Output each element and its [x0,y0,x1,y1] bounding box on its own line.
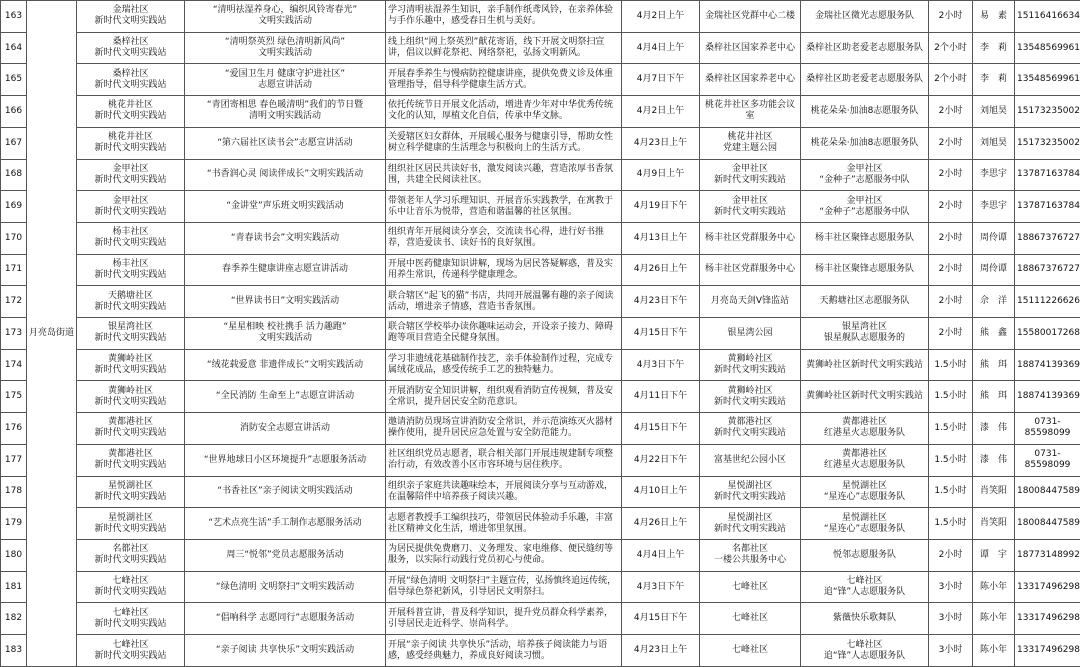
activity-content-cell: 学习清明祛湿养生知识，亲手制作纸鸢风铃，在亲养体验与手作乐趣中，感受春日生机与美好。 [386,1,622,33]
date-cell: 4月3日下午 [622,349,700,381]
date-cell: 4月23日上午 [622,635,700,667]
date-cell: 4月2日上午 [622,96,700,128]
team-cell: 黄狮岭社区新时代文明实践站 [801,381,929,413]
duration-cell: 1.5小时 [929,508,973,540]
team-cell: 银星湾社区 银星舰队志愿服务的 [801,318,929,350]
table-body [1,1,1080,667]
row-number: 164 [1,32,27,64]
community-cell: 七峰社区 新时代文明实践站 [77,571,185,603]
duration-cell: 1.5小时 [929,413,973,445]
contact-cell: 李 莉 [973,64,1015,96]
contact-cell: 佘 洋 [973,286,1015,318]
team-cell: 天鹅塘社区志愿服务队 [801,286,929,318]
date-cell: 4月22日下午 [622,444,700,476]
team-cell: 星悦湖社区 “星连心”志愿服务队 [801,508,929,540]
activity-title-cell: “爱国卫生月 健康守护进社区” 志愿宣讲活动 [185,64,386,96]
venue-cell: 星悦湖社区 新时代文明实践站 [700,476,801,508]
venue-cell: 杨丰社区党群服务中心 [700,222,801,254]
date-cell: 4月19日下午 [622,191,700,223]
activity-content-cell: 开展中医药健康知识讲解，现场为居民答疑解惑，普及实用养生常识，传递科学健康理念。 [386,254,622,286]
activity-title-cell: 消防安全志愿宣讲活动 [185,413,386,445]
phone-cell: 13317496298 [1015,635,1080,667]
table-row [1,191,1080,223]
activity-content-cell: 依托传统节日开展文化活动，增进青少年对中华优秀传统文化的认知，厚植文化自信，传承中华文脉。 [386,96,622,128]
contact-cell: 易 素 [973,1,1015,33]
phone-cell: 15173235002 [1015,96,1080,128]
contact-cell: 漆 伟 [973,444,1015,476]
date-cell: 4月15日下午 [622,413,700,445]
activity-content-cell: 关爱辖区妇女群体，开展暖心服务与健康引导，帮助女性树立科学健康的生活理念与积极向上的生活方式。 [386,127,622,159]
community-cell: 七峰社区 新时代文明实践站 [77,603,185,635]
row-number: 176 [1,413,27,445]
phone-cell: 18874139369 [1015,381,1080,413]
contact-cell: 肖笑阳 [973,476,1015,508]
phone-cell: 13787163784 [1015,159,1080,191]
community-cell: 星悦湖社区 新时代文明实践站 [77,508,185,540]
table-row [1,64,1080,96]
community-cell: 桑梓社区 新时代文明实践站 [77,64,185,96]
activity-title-cell: “青团寄相思 春色暖清明”我们的节日暨 清明文明实践活动 [185,96,386,128]
row-number: 172 [1,286,27,318]
venue-cell: 桑梓社区国家养老中心 [700,64,801,96]
duration-cell: 2小时 [929,96,973,128]
activity-content-cell: 带领老年人学习乐理知识、开展音乐实践教学，在寓教于乐中让音乐为悦带，营造和谐温馨的社区氛围。 [386,191,622,223]
activity-title-cell: “第六届社区读书会”志愿宣讲活动 [185,127,386,159]
row-number: 166 [1,96,27,128]
duration-cell: 3小时 [929,635,973,667]
contact-cell: 周伶谭 [973,222,1015,254]
contact-cell: 李思宇 [973,159,1015,191]
contact-cell: 李 莉 [973,32,1015,64]
table-row [1,444,1080,476]
venue-cell: 星悦湖社区 新时代文明实践站 [700,508,801,540]
team-cell: 杨丰社区聚锋志愿服务队 [801,254,929,286]
venue-cell: 银星湾公园 [700,318,801,350]
venue-cell: 富基世纪公园小区 [700,444,801,476]
activity-content-cell: 学习非遗绒花基础制作技艺，亲手体验制作过程，完成专属绒花成品，感受传统手工艺的独特魅力。 [386,349,622,381]
activity-content-cell: 联合辖区“起飞的猫”书店，共同开展温馨有趣的亲子阅读活动，增进亲子情感，营造书香氛围。 [386,286,622,318]
duration-cell: 2小时 [929,191,973,223]
contact-cell: 陈小年 [973,635,1015,667]
activity-title-cell: “绒花载爱意 非遗伴成长”文明实践活动 [185,349,386,381]
contact-cell: 漆 伟 [973,413,1015,445]
table-row [1,254,1080,286]
community-cell: 黄狮岭社区 新时代文明实践站 [77,349,185,381]
duration-cell: 3小时 [929,603,973,635]
community-cell: 桑梓社区 新时代文明实践站 [77,32,185,64]
activity-title-cell: 周三“悦邻”党员志愿服务活动 [185,539,386,571]
community-cell: 黄都港社区 新时代文明实践站 [77,413,185,445]
contact-cell: 刘旭昊 [973,96,1015,128]
contact-cell: 刘旭昊 [973,127,1015,159]
row-number: 174 [1,349,27,381]
activity-title-cell: “星星相映 校社携手 活力趣跑” 文明实践活动 [185,318,386,350]
community-cell: 桃花井社区 新时代文明实践站 [77,96,185,128]
team-cell: 金甲社区 “金种子”志愿服务中队 [801,159,929,191]
activity-title-cell: “书香社区”亲子阅读文明实践活动 [185,476,386,508]
date-cell: 4月10日上午 [622,476,700,508]
duration-cell: 2小时 [929,539,973,571]
team-cell: 黄都港社区 红港星火志愿服务队 [801,444,929,476]
table-row [1,349,1080,381]
contact-cell: 周伶谭 [973,254,1015,286]
community-cell: 金甲社区 新时代文明实践站 [77,191,185,223]
duration-cell: 2小时 [929,254,973,286]
street-cell: 月亮岛街道 [27,1,77,667]
activity-title-cell: “倡响科学 志愿同行”志愿服务活动 [185,603,386,635]
venue-cell: 七峰社区 [700,571,801,603]
phone-cell: 18874139369 [1015,349,1080,381]
team-cell: 杨丰社区聚锋志愿服务队 [801,222,929,254]
row-number: 175 [1,381,27,413]
team-cell: 七峰社区 追“锋”人志愿服务队 [801,635,929,667]
venue-cell: 金瑞社区党群中心二楼 [700,1,801,33]
activity-content-cell: 开展“亲子阅读 共享快乐”活动，培养孩子阅读能力与语感，感受经典魅力，养成良好阅读习惯。 [386,635,622,667]
activity-title-cell: “艺术点亮生活”手工制作志愿服务活动 [185,508,386,540]
contact-cell: 肖笑阳 [973,508,1015,540]
row-number: 169 [1,191,27,223]
venue-cell: 金甲社区 新时代文明实践站 [700,159,801,191]
table-row [1,508,1080,540]
phone-cell: 15580017268 [1015,318,1080,350]
phone-cell: 13317496298 [1015,571,1080,603]
activity-content-cell: 开展科普宣讲，普及科学知识，提升党员群众科学素养，引导居民走近科学、崇尚科学。 [386,603,622,635]
community-cell: 星悦湖社区 新时代文明实践站 [77,476,185,508]
activity-content-cell: 志愿者教授手工编织技巧，带领居民体验动手乐趣，丰富社区精神文化生活，增进邻里氛围。 [386,508,622,540]
duration-cell: 2小时 [929,222,973,254]
phone-cell: 15111226626 [1015,286,1080,318]
activity-content-cell: 联合辖区学校举办读你趣味运动会，开设亲子接力、障碍跑等项目营造全民健身氛围。 [386,318,622,350]
phone-cell: 18867376727 [1015,254,1080,286]
phone-cell: 18867376727 [1015,222,1080,254]
team-cell: 紫薇快乐歌舞队 [801,603,929,635]
row-number: 177 [1,444,27,476]
activity-title-cell: “青春读书会”文明实践活动 [185,222,386,254]
duration-cell: 2小时 [929,318,973,350]
activity-content-cell: 线上组织“网上祭英烈”献花寄语，线下开展文明祭扫宣讲，倡议以鲜花祭祀、网络祭祀，弘扬文明新风。 [386,32,622,64]
row-number: 180 [1,539,27,571]
duration-cell: 2小时 [929,127,973,159]
community-cell: 金瑞社区 新时代文明实践站 [77,1,185,33]
row-number: 168 [1,159,27,191]
activity-title-cell: “金讲堂”声乐班文明实践活动 [185,191,386,223]
phone-cell: 15116416634 [1015,1,1080,33]
activity-content-cell: 开展“绿色清明 文明祭扫”主题宣传，弘扬慎终追远传统，倡导绿色祭祀新风，引导居民文明祭扫。 [386,571,622,603]
row-number: 170 [1,222,27,254]
row-number: 163 [1,1,27,33]
activity-content-cell: 邀请消防员现场宣讲消防安全常识，并示范演练灭火器材操作使用，提升居民应急处置与安全防范能力。 [386,413,622,445]
activity-title-cell: “绿色清明 文明祭扫”文明实践活动 [185,571,386,603]
table-row [1,96,1080,128]
phone-cell: 13787163784 [1015,191,1080,223]
duration-cell: 2个小时 [929,32,973,64]
row-number: 165 [1,64,27,96]
community-cell: 黄都港社区 新时代文明实践站 [77,444,185,476]
table-row [1,127,1080,159]
table-row [1,571,1080,603]
venue-cell: 杨丰社区党群服务中心 [700,254,801,286]
row-number: 179 [1,508,27,540]
table-row [1,222,1080,254]
contact-cell: 李思宇 [973,191,1015,223]
community-cell: 天鹅塘社区 新时代文明实践站 [77,286,185,318]
phone-cell: 18773148992 [1015,539,1080,571]
date-cell: 4月2日上午 [622,1,700,33]
date-cell: 4月15日下午 [622,318,700,350]
date-cell: 4月26日上午 [622,508,700,540]
venue-cell: 名都社区 一楼公共服务中心 [700,539,801,571]
table-row [1,603,1080,635]
venue-cell: 黄都港社区 新时代文明实践站 [700,413,801,445]
date-cell: 4月7日下午 [622,64,700,96]
duration-cell: 1.5小时 [929,476,973,508]
activity-title-cell: “全民消防 生命至上”志愿宣讲活动 [185,381,386,413]
venue-cell: 桑梓社区国家养老中心 [700,32,801,64]
team-cell: 金甲社区 “金种子”志愿服务中队 [801,191,929,223]
venue-cell: 金甲社区 新时代文明实践站 [700,191,801,223]
contact-cell: 陈小年 [973,603,1015,635]
activity-title-cell: “书香润心灵 阅读伴成长”文明实践活动 [185,159,386,191]
duration-cell: 2个小时 [929,64,973,96]
phone-cell: 15173235002 [1015,127,1080,159]
duration-cell: 1.5小时 [929,381,973,413]
venue-cell: 桃花井社区多功能会议室 [700,96,801,128]
phone-cell: 13548569961 [1015,64,1080,96]
activity-title-cell: “世界地球日小区环境提升”志愿服务活动 [185,444,386,476]
date-cell: 4月4日上午 [622,539,700,571]
phone-cell: 18008447589 [1015,476,1080,508]
team-cell: 桃花朵朵·加油8志愿服务队 [801,96,929,128]
date-cell: 4月23日上午 [622,127,700,159]
community-cell: 杨丰社区 新时代文明实践站 [77,254,185,286]
contact-cell: 熊 珥 [973,381,1015,413]
venue-cell: 七峰社区 [700,603,801,635]
activity-content-cell: 组织社区居民共读好书，激发阅读兴趣，营造浓厚书香氛围，共建全民阅读社区。 [386,159,622,191]
activity-content-cell: 开展消防安全知识讲解，组织观看消防宣传视频，普及安全常识，提升居民安全防范意识。 [386,381,622,413]
row-number: 181 [1,571,27,603]
team-cell: 桑梓社区助老爱老志愿服务队 [801,64,929,96]
venue-cell: 黄狮岭社区 新时代文明实践站 [700,381,801,413]
team-cell: 桃花朵朵·加油8志愿服务队 [801,127,929,159]
community-cell: 名都社区 新时代文明实践站 [77,539,185,571]
community-cell: 七峰社区 新时代文明实践站 [77,635,185,667]
date-cell: 4月15日下午 [622,603,700,635]
activity-title-cell: “清明祭英烈 绿色清明新风尚” 文明实践活动 [185,32,386,64]
row-number: 171 [1,254,27,286]
activity-content-cell: 组织亲子家庭共读趣味绘本，开展阅读分享与互动游戏，在温馨陪伴中培养孩子阅读兴趣。 [386,476,622,508]
duration-cell: 2小时 [929,1,973,33]
contact-cell: 谭 宇 [973,539,1015,571]
team-cell: 桑梓社区助老爱老志愿服务队 [801,32,929,64]
community-cell: 金甲社区 新时代文明实践站 [77,159,185,191]
contact-cell: 熊 鑫 [973,318,1015,350]
community-cell: 杨丰社区 新时代文明实践站 [77,222,185,254]
activity-content-cell: 组织青年开展阅读分享会，交流读书心得，进行好书推荐，营造爱读书、读好书的良好氛围。 [386,222,622,254]
date-cell: 4月26日上午 [622,254,700,286]
table-row [1,318,1080,350]
date-cell: 4月13日上午 [622,222,700,254]
venue-cell: 七峰社区 [700,635,801,667]
duration-cell: 1.5小时 [929,444,973,476]
phone-cell: 0731-85598099 [1015,444,1080,476]
activity-title-cell: “清明祛湿养身心，编织风铃寄春光” 文明实践活动 [185,1,386,33]
row-number: 183 [1,635,27,667]
team-cell: 悦邻志愿服务队 [801,539,929,571]
team-cell: 星悦湖社区 “星连心”志愿服务队 [801,476,929,508]
community-cell: 桃花井社区 新时代文明实践站 [77,127,185,159]
row-number: 167 [1,127,27,159]
table-row [1,381,1080,413]
team-cell: 七峰社区 追“锋”人志愿服务队 [801,571,929,603]
duration-cell: 3小时 [929,571,973,603]
phone-cell: 0731-85598099 [1015,413,1080,445]
venue-cell: 桃花井社区 党建主题公园 [700,127,801,159]
activity-content-cell: 为居民提供免费磨刀、义务理发、家电维修、便民缝纫等服务，以实际行动践行党员初心与使命。 [386,539,622,571]
duration-cell: 1.5小时 [929,349,973,381]
activity-title-cell: “世界读书日”文明实践活动 [185,286,386,318]
row-number: 173 [1,318,27,350]
date-cell: 4月4日上午 [622,32,700,64]
table-row [1,539,1080,571]
phone-cell: 13317496298 [1015,603,1080,635]
table-row [1,1,1080,33]
date-cell: 4月9日上午 [622,159,700,191]
team-cell: 黄都港社区 红港星火志愿服务队 [801,413,929,445]
date-cell: 4月11日下午 [622,381,700,413]
table-row [1,286,1080,318]
table-row [1,635,1080,667]
date-cell: 4月3日下午 [622,571,700,603]
community-cell: 黄狮岭社区 新时代文明实践站 [77,381,185,413]
activity-content-cell: 开展春季养生与慢病防控健康讲座，提供免费义诊及体重管理指导，倡导科学健康生活方式。 [386,64,622,96]
date-cell: 4月23日下午 [622,286,700,318]
venue-cell: 黄狮岭社区 新时代文明实践站 [700,349,801,381]
venue-cell: 月亮岛天剑V锋监站 [700,286,801,318]
community-cell: 银星湾社区 新时代文明实践站 [77,318,185,350]
activity-title-cell: “亲子阅读 共享快乐”文明实践活动 [185,635,386,667]
row-number: 182 [1,603,27,635]
activity-content-cell: 社区组织党员志愿者，联合相关部门开展违规建制专项整治行动，有效改善小区市容环境与居住秩序。 [386,444,622,476]
table-row [1,32,1080,64]
row-number: 178 [1,476,27,508]
phone-cell: 13548569961 [1015,32,1080,64]
contact-cell: 熊 珥 [973,349,1015,381]
phone-cell: 18008447589 [1015,508,1080,540]
table-row [1,159,1080,191]
duration-cell: 2小时 [929,159,973,191]
activity-title-cell: 春季养生健康讲座志愿宣讲活动 [185,254,386,286]
team-cell: 黄狮岭社区新时代文明实践站 [801,349,929,381]
table-row [1,413,1080,445]
duration-cell: 2小时 [929,286,973,318]
team-cell: 金瑞社区微光志愿服务队 [801,1,929,33]
table-row [1,476,1080,508]
contact-cell: 陈小年 [973,571,1015,603]
